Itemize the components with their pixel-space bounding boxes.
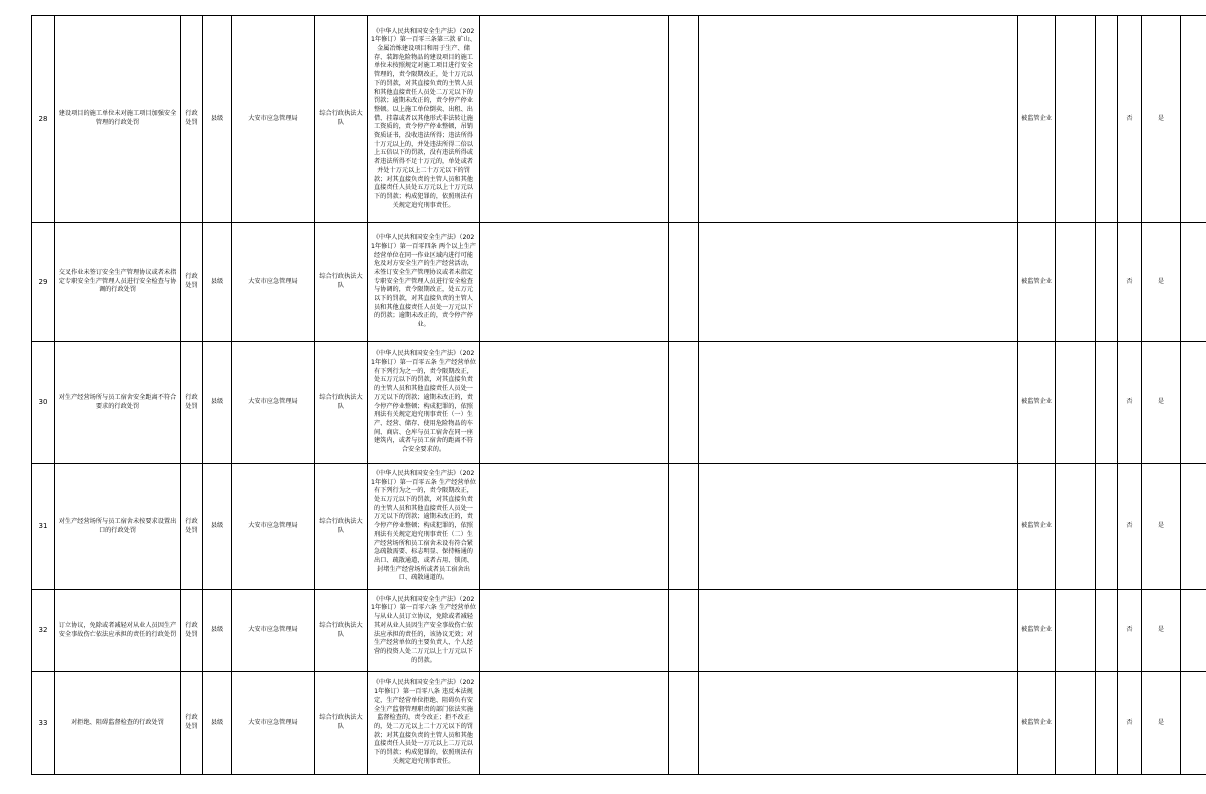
- empty-cell: [480, 223, 669, 342]
- legal-basis-cell: 《中华人民共和国安全生产法》（2021年修订）第一百零四条 两个以上生产经营单位在同一作业区域内进行可能危及对方安全生产的生产经营活动，未签订安全生产管理协议或者未指定专职安全生产管理人员进行安全检查与协调的，责令限期改正，处五万元以下的罚款，对其直接负责的主管人员和其他直接责任人员处一万元以下的罚款；逾期未改正的，责令停产停业。: [368, 223, 480, 342]
- level-cell: 县级: [203, 464, 232, 590]
- department-cell: 大安市应急管理局: [232, 223, 315, 342]
- department-cell: 大安市应急管理局: [232, 590, 315, 672]
- object-cell: 被监管企业: [1018, 464, 1056, 590]
- empty-cell: [669, 342, 699, 464]
- flag-yes-cell: 是: [1142, 16, 1181, 223]
- empty-cell: [699, 223, 1018, 342]
- item-type-cell: 行政处罚: [181, 342, 203, 464]
- flag-no-cell: 否: [1118, 464, 1142, 590]
- enforcement-unit-cell: 综合行政执法大队: [315, 16, 368, 223]
- empty-cell: [480, 16, 669, 223]
- empty-cell: [1056, 223, 1096, 342]
- empty-cell: [1096, 464, 1118, 590]
- level-cell: 县级: [203, 342, 232, 464]
- level-cell: 县级: [203, 590, 232, 672]
- row-number-cell: 29: [32, 223, 55, 342]
- department-cell: 大安市应急管理局: [232, 16, 315, 223]
- enforcement-unit-cell: 综合行政执法大队: [315, 590, 368, 672]
- flag-yes-cell: 是: [1142, 223, 1181, 342]
- flag-yes-cell: 是: [1142, 342, 1181, 464]
- empty-cell: [669, 16, 699, 223]
- row-number-cell: 28: [32, 16, 55, 223]
- empty-cell: [699, 672, 1018, 775]
- item-type-cell: 行政处罚: [181, 16, 203, 223]
- legal-basis-cell: 《中华人民共和国安全生产法》（2021年修订）第一百零三条第三款 矿山、金属冶炼建设项目和用于生产、储存、装卸危险物品的建设项目的施工单位未按照规定对施工项目进行安全管理的，责令限期改正，处十万元以下的罚款，对其直接负责的主管人员和其他直接责任人员处二万元以下的罚款；逾期未改正的，责令停产停业整顿。以上施工单位倒卖、出租、出借、挂靠或者以其他形式非法转让施工资质的，责令停产停业整顿，吊销资质证书，没收违法所得；违法所得十万元以上的，并处违法所得二倍以上五倍以下的罚款，没有违法所得或者违法所得不足十万元的，单处或者并处十万元以上二十万元以下的罚款；对其直接负责的主管人员和其他直接责任人员处五万元以上十万元以下的罚款；构成犯罪的，依照刑法有关规定追究刑事责任。: [368, 16, 480, 223]
- department-cell: 大安市应急管理局: [232, 464, 315, 590]
- empty-cell: [1056, 672, 1096, 775]
- empty-cell: [480, 464, 669, 590]
- empty-cell: [480, 342, 669, 464]
- empty-cell: [1096, 223, 1118, 342]
- flag-no-cell: 否: [1118, 16, 1142, 223]
- legal-basis-cell: 《中华人民共和国安全生产法》（2021年修订）第一百零五条 生产经营单位有下列行为之一的，责令限期改正，处五万元以下的罚款，对其直接负责的主管人员和其他直接责任人员处一万元以下的罚款；逾期未改正的，责令停产停业整顿；构成犯罪的，依照刑法有关规定追究刑事责任（二）生产经营场所和员工宿舍未设有符合紧急疏散需要、标志明显、保持畅通的出口、疏散通道，或者占用、锁闭、封堵生产经营场所或者员工宿舍出口、疏散通道的。: [368, 464, 480, 590]
- object-cell: 被监管企业: [1018, 672, 1056, 775]
- empty-cell: [1096, 590, 1118, 672]
- empty-cell: [1096, 672, 1118, 775]
- row-number-cell: 31: [32, 464, 55, 590]
- flag-no-cell: 否: [1118, 223, 1142, 342]
- level-cell: 县级: [203, 672, 232, 775]
- empty-cell: [480, 590, 669, 672]
- empty-cell: [1056, 590, 1096, 672]
- table-row: [32, 590, 1206, 672]
- empty-cell: [699, 464, 1018, 590]
- item-name-cell: 对拒绝、阻碍监督检查的行政处罚: [55, 672, 181, 775]
- table-row: [32, 464, 1206, 590]
- level-cell: 县级: [203, 16, 232, 223]
- table-row: [32, 342, 1206, 464]
- row-number-cell: 30: [32, 342, 55, 464]
- item-name-cell: 对生产经营场所与员工宿舍未按要求设置出口的行政处罚: [55, 464, 181, 590]
- empty-cell: [699, 16, 1018, 223]
- empty-cell: [1181, 464, 1206, 590]
- table-row: [32, 223, 1206, 342]
- flag-yes-cell: 是: [1142, 464, 1181, 590]
- empty-cell: [1056, 342, 1096, 464]
- flag-no-cell: 否: [1118, 342, 1142, 464]
- empty-cell: [1181, 590, 1206, 672]
- table-row: [32, 16, 1206, 223]
- flag-no-cell: 否: [1118, 672, 1142, 775]
- department-cell: 大安市应急管理局: [232, 342, 315, 464]
- object-cell: 被监管企业: [1018, 590, 1056, 672]
- item-type-cell: 行政处罚: [181, 464, 203, 590]
- enforcement-unit-cell: 综合行政执法大队: [315, 223, 368, 342]
- legal-basis-cell: 《中华人民共和国安全生产法》（2021年修订）第一百零八条 违反本法规定，生产经营单位拒绝、阻碍负有安全生产监督管理职责的部门依法实施监督检查的，责令改正；拒不改正的，处二万元以上二十万元以下的罚款；对其直接负责的主管人员和其他直接责任人员处一万元以上二万元以下的罚款；构成犯罪的，依照刑法有关规定追究刑事责任。: [368, 672, 480, 775]
- row-number-cell: 32: [32, 590, 55, 672]
- empty-cell: [1181, 16, 1206, 223]
- empty-cell: [699, 342, 1018, 464]
- enforcement-unit-cell: 综合行政执法大队: [315, 672, 368, 775]
- flag-yes-cell: 是: [1142, 590, 1181, 672]
- enforcement-unit-cell: 综合行政执法大队: [315, 342, 368, 464]
- empty-cell: [669, 464, 699, 590]
- enforcement-unit-cell: 综合行政执法大队: [315, 464, 368, 590]
- object-cell: 被监管企业: [1018, 223, 1056, 342]
- empty-cell: [669, 590, 699, 672]
- item-name-cell: 交叉作业未签订安全生产管理协议或者未指定专职安全生产管理人员进行安全检查与协调的行政处罚: [55, 223, 181, 342]
- empty-cell: [480, 672, 669, 775]
- legal-basis-cell: 《中华人民共和国安全生产法》（2021年修订）第一百零六条 生产经营单位与从业人员订立协议，免除或者减轻其对从业人员因生产安全事故伤亡依法应承担的责任的，该协议无效；对生产经营单位的主要负责人、个人经营的投资人处二万元以上十万元以下的罚款。: [368, 590, 480, 672]
- flag-no-cell: 否: [1118, 590, 1142, 672]
- empty-cell: [1181, 672, 1206, 775]
- empty-cell: [1096, 16, 1118, 223]
- item-type-cell: 行政处罚: [181, 590, 203, 672]
- item-name-cell: 建设项目的施工单位未对施工项目加强安全管理的行政处罚: [55, 16, 181, 223]
- table-row: [32, 672, 1206, 775]
- level-cell: 县级: [203, 223, 232, 342]
- empty-cell: [669, 672, 699, 775]
- item-name-cell: 对生产经营场所与员工宿舍安全距离不符合要求的行政处罚: [55, 342, 181, 464]
- legal-basis-cell: 《中华人民共和国安全生产法》（2021年修订）第一百零五条 生产经营单位有下列行为之一的，责令限期改正，处五万元以下的罚款，对其直接负责的主管人员和其他直接责任人员处一万元以下的罚款；逾期未改正的，责令停产停业整顿；构成犯罪的，依照刑法有关规定追究刑事责任（一）生产、经营、储存、使用危险物品的车间、商店、仓库与员工宿舍在同一座建筑内，或者与员工宿舍的距离不符合安全要求的。: [368, 342, 480, 464]
- object-cell: 被监管企业: [1018, 342, 1056, 464]
- power-list-table: [31, 15, 1206, 775]
- empty-cell: [1056, 16, 1096, 223]
- department-cell: 大安市应急管理局: [232, 672, 315, 775]
- empty-cell: [1181, 223, 1206, 342]
- empty-cell: [1181, 342, 1206, 464]
- empty-cell: [669, 223, 699, 342]
- item-type-cell: 行政处罚: [181, 672, 203, 775]
- row-number-cell: 33: [32, 672, 55, 775]
- object-cell: 被监管企业: [1018, 16, 1056, 223]
- item-type-cell: 行政处罚: [181, 223, 203, 342]
- empty-cell: [699, 590, 1018, 672]
- item-name-cell: 订立协议，免除或者减轻对从业人员因生产安全事故伤亡依法应承担的责任的行政处罚: [55, 590, 181, 672]
- flag-yes-cell: 是: [1142, 672, 1181, 775]
- empty-cell: [1096, 342, 1118, 464]
- empty-cell: [1056, 464, 1096, 590]
